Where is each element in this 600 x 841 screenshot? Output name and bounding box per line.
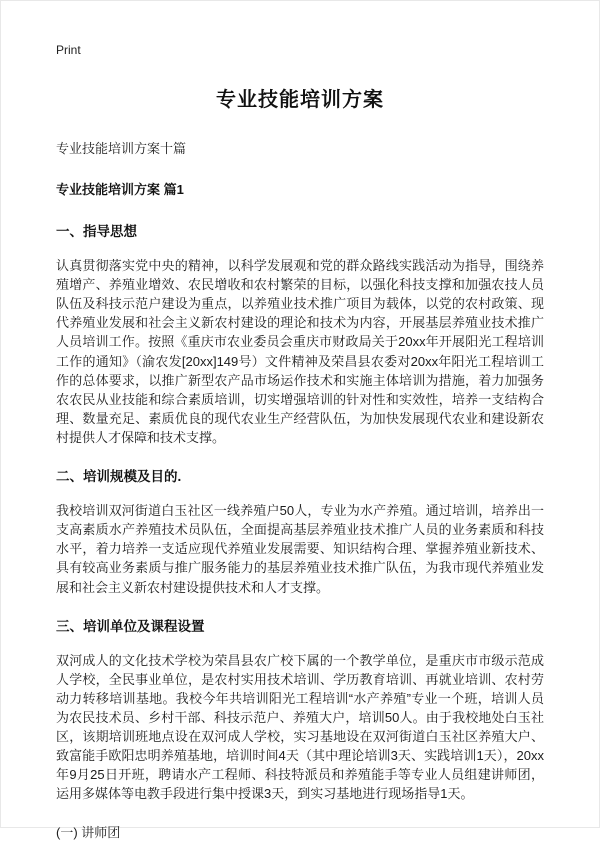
section-heading-training-scale: 二、培训规模及目的. xyxy=(56,469,182,485)
part-label: 专业技能培训方案 篇1 xyxy=(56,182,184,197)
doc-subtitle: 专业技能培训方案十篇 xyxy=(56,141,187,156)
section-body-training-unit: 双河成人的文化技术学校为荣昌县农广校下属的一个教学单位，是重庆市市级示范成人学校，全民事业单位，是农村实用技术培训、学历教育培训、再就业培训、农村劳动力转移培训基地。我校今年共培训阳光工程培训“水产养殖”专业一个班，培训人员为农民技术员、乡村干部、科技示范户、养殖大户，培训50人。由于我校地处白玉社区，该期培训班地点设在双河成人学校，实习基地设在双河街道白玉社区养殖大户、致富能手欧阳忠明养殖基地，培训时间4天（其中理论培训3天、实践培训1天），20xx年9月25日开班，聘请水产工程师、科技特派员和养殖能手等专业人员组建讲师团，运用多媒体等电教手段进行集中授课3天，到实习基地进行现场指导1天。 xyxy=(56,652,544,802)
section-heading-guiding-ideology: 一、指导思想 xyxy=(56,224,137,239)
lecturer-team-label: (一) 讲师团 xyxy=(56,824,121,840)
print-link[interactable]: Print xyxy=(56,43,81,57)
page-title: 专业技能培训方案 xyxy=(216,89,384,111)
section-body-guiding-ideology: 认真贯彻落实党中央的精神，以科学发展观和党的群众路线实践活动为指导，围绕养殖增产、养殖业增效、农民增收和农村繁荣的目标，以强化科技支撑和加强农技人员队伍及科技示范户建设为重点，以养殖业技术推广项目为载体，以党的农村政策、现代养殖业发展和社会主义新农村建设的理论和技术为内容，开展基层养殖业技术推广人员培训工作。按照《重庆市农业委员会重庆市财政局关于20xx年开展阳光工程培训工作的通知》（渝农发[20xx]149号）文件精神及荣昌县农委对20xx年阳光工程培训工作的总体要求，以推广新型农产品市场运作技术和实施主体培训为措施，着力加强务农农民从业技能和综合素质培训，切实增强培训的针对性和实效性，培养一支结构合理、数量充足、素质优良的现代农业生产经营队伍，为加快发展现代农业和建设新农村提供人才保障和技术支撑。 xyxy=(56,258,544,445)
section-body-training-scale: 我校培训双河街道白玉社区一线养殖户50人，专业为水产养殖。通过培训，培养出一支高素质水产养殖技术员队伍，全面提高基层养殖业技术推广人员的业务素质和科技水平，着力培养一支适应现代养殖业发展需要、知识结构合理、掌握养殖业新技术、具有较高业务素质与推广服务能力的基层养殖业技术推广队伍，为我市现代养殖业发展和社会主义新农村建设提供技术和人才支撑。 xyxy=(56,503,544,595)
section-heading-training-unit: 三、培训单位及课程设置 xyxy=(56,618,205,634)
